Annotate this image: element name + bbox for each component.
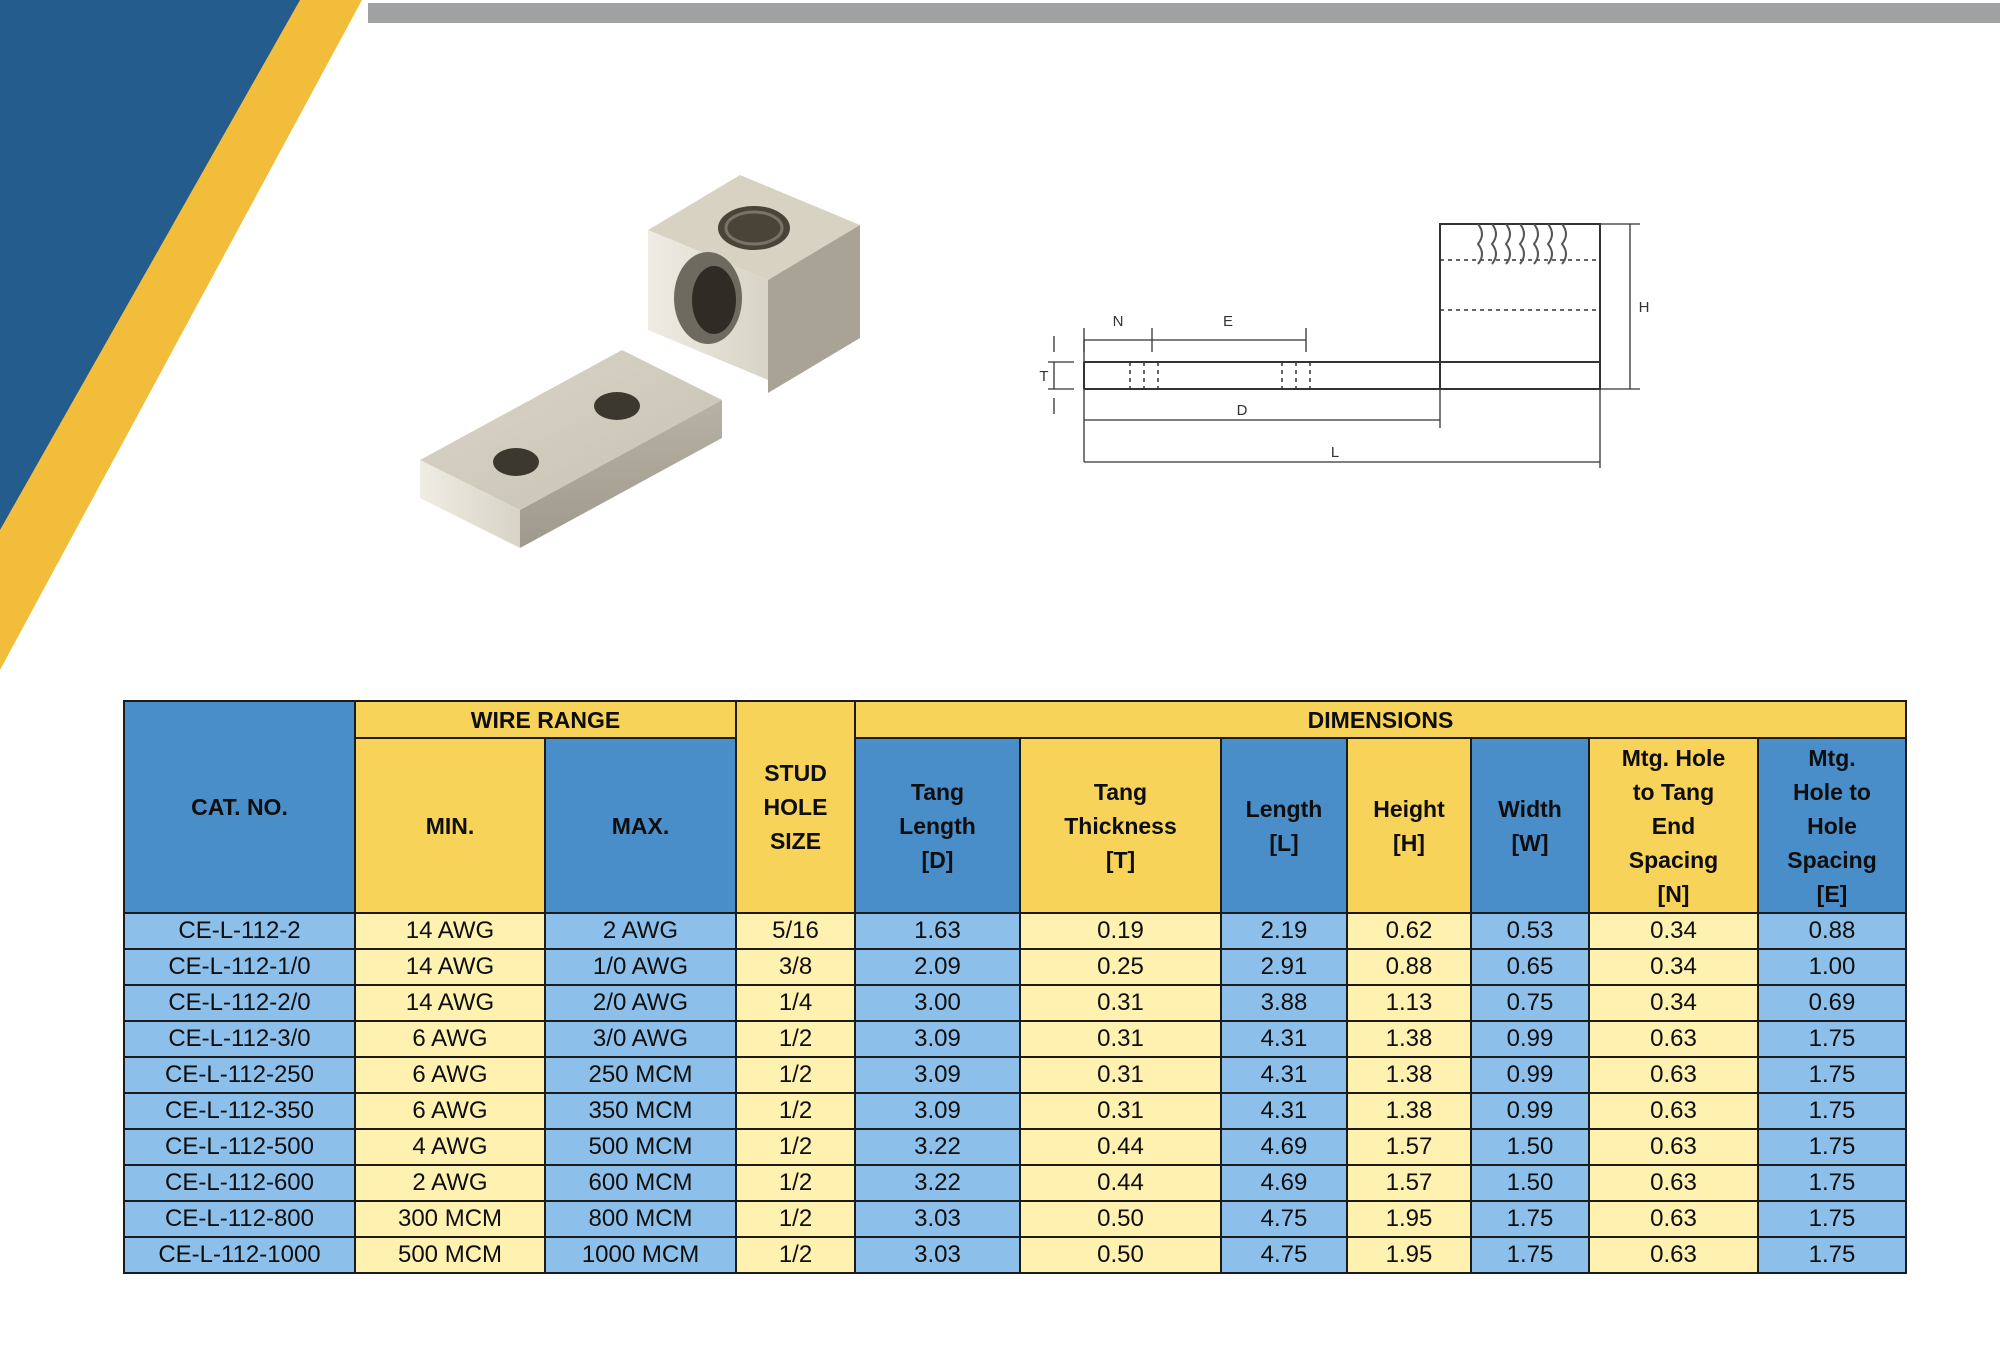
cell-mtg-hole-to-tang-end: 0.34: [1589, 985, 1758, 1021]
col-header-height: Height [H]: [1347, 738, 1471, 913]
cell-cat-no: CE-L-112-600: [124, 1165, 355, 1201]
cell-mtg-hole-to-hole: 1.75: [1758, 1237, 1906, 1273]
col-header-mtg-hole-to-tang-end: Mtg. Hole to Tang End Spacing [N]: [1589, 738, 1758, 913]
cell-cat-no: CE-L-112-250: [124, 1057, 355, 1093]
cell-length: 4.69: [1221, 1165, 1347, 1201]
col-header-min: MIN.: [355, 738, 545, 913]
cell-wire-min: 300 MCM: [355, 1201, 545, 1237]
cell-wire-min: 6 AWG: [355, 1093, 545, 1129]
barrel-outline: [1440, 224, 1600, 389]
spec-table: [123, 700, 1907, 1274]
mounting-hole: [493, 448, 539, 476]
cell-length: 4.69: [1221, 1129, 1347, 1165]
cell-mtg-hole-to-tang-end: 0.63: [1589, 1093, 1758, 1129]
table-row: [124, 1057, 1906, 1093]
cell-wire-min: 2 AWG: [355, 1165, 545, 1201]
col-header-length: Length [L]: [1221, 738, 1347, 913]
cell-wire-max: 3/0 AWG: [545, 1021, 736, 1057]
cell-wire-max: 2/0 AWG: [545, 985, 736, 1021]
cell-tang-length: 2.09: [855, 949, 1020, 985]
cell-tang-thickness: 0.44: [1020, 1129, 1221, 1165]
cell-wire-max: 500 MCM: [545, 1129, 736, 1165]
cell-mtg-hole-to-hole: 1.00: [1758, 949, 1906, 985]
col-header-tang-length: Tang Length [D]: [855, 738, 1020, 913]
cell-width: 0.99: [1471, 1021, 1589, 1057]
cell-mtg-hole-to-hole: 0.88: [1758, 913, 1906, 949]
cell-cat-no: CE-L-112-1/0: [124, 949, 355, 985]
cell-stud-hole-size: 1/4: [736, 985, 855, 1021]
cell-height: 1.13: [1347, 985, 1471, 1021]
cell-tang-length: 3.22: [855, 1165, 1020, 1201]
cell-wire-min: 14 AWG: [355, 913, 545, 949]
cell-mtg-hole-to-tang-end: 0.63: [1589, 1129, 1758, 1165]
cell-stud-hole-size: 1/2: [736, 1093, 855, 1129]
dim-label-t: T: [1039, 368, 1049, 385]
cell-mtg-hole-to-tang-end: 0.63: [1589, 1021, 1758, 1057]
cell-width: 0.65: [1471, 949, 1589, 985]
cell-height: 1.57: [1347, 1129, 1471, 1165]
col-header-cat-no: CAT. NO.: [124, 701, 355, 913]
table-row: [124, 949, 1906, 985]
table-row: [124, 1129, 1906, 1165]
cell-wire-min: 14 AWG: [355, 949, 545, 985]
dim-label-h: H: [1638, 299, 1650, 316]
cell-length: 4.75: [1221, 1201, 1347, 1237]
col-header-tang-thickness: Tang Thickness [T]: [1020, 738, 1221, 913]
cell-cat-no: CE-L-112-500: [124, 1129, 355, 1165]
cell-tang-length: 1.63: [855, 913, 1020, 949]
cell-tang-length: 3.03: [855, 1237, 1020, 1273]
cell-cat-no: CE-L-112-2/0: [124, 985, 355, 1021]
cell-length: 2.91: [1221, 949, 1347, 985]
cell-wire-min: 6 AWG: [355, 1057, 545, 1093]
dimension-drawing: [1030, 200, 1670, 490]
cell-tang-thickness: 0.31: [1020, 985, 1221, 1021]
cell-length: 4.31: [1221, 1057, 1347, 1093]
cell-tang-thickness: 0.31: [1020, 1057, 1221, 1093]
cell-mtg-hole-to-hole: 1.75: [1758, 1093, 1906, 1129]
cell-mtg-hole-to-tang-end: 0.63: [1589, 1165, 1758, 1201]
dim-label-d: D: [1236, 402, 1248, 419]
cell-height: 1.38: [1347, 1093, 1471, 1129]
cell-tang-length: 3.09: [855, 1021, 1020, 1057]
cell-cat-no: CE-L-112-1000: [124, 1237, 355, 1273]
cell-stud-hole-size: 3/8: [736, 949, 855, 985]
table-row: [124, 913, 1906, 949]
table-row: [124, 1237, 1906, 1273]
cell-mtg-hole-to-tang-end: 0.34: [1589, 913, 1758, 949]
cell-tang-thickness: 0.19: [1020, 913, 1221, 949]
group-header-dimensions: DIMENSIONS: [855, 701, 1906, 738]
cell-tang-thickness: 0.31: [1020, 1021, 1221, 1057]
cell-stud-hole-size: 1/2: [736, 1165, 855, 1201]
cell-wire-max: 2 AWG: [545, 913, 736, 949]
cell-tang-length: 3.00: [855, 985, 1020, 1021]
cell-length: 2.19: [1221, 913, 1347, 949]
cell-height: 1.95: [1347, 1237, 1471, 1273]
col-header-max: MAX.: [545, 738, 736, 913]
cell-cat-no: CE-L-112-3/0: [124, 1021, 355, 1057]
cell-cat-no: CE-L-112-2: [124, 913, 355, 949]
cell-tang-thickness: 0.31: [1020, 1093, 1221, 1129]
cell-stud-hole-size: 1/2: [736, 1201, 855, 1237]
cell-wire-min: 6 AWG: [355, 1021, 545, 1057]
spec-table-body: [124, 913, 1906, 1273]
wire-barrel-inner: [692, 266, 736, 334]
cell-height: 0.88: [1347, 949, 1471, 985]
cell-height: 1.57: [1347, 1165, 1471, 1201]
cell-tang-length: 3.03: [855, 1201, 1020, 1237]
cell-stud-hole-size: 1/2: [736, 1129, 855, 1165]
cell-width: 1.50: [1471, 1165, 1589, 1201]
dim-label-n: N: [1112, 313, 1124, 330]
cell-wire-max: 600 MCM: [545, 1165, 736, 1201]
cell-wire-max: 1000 MCM: [545, 1237, 736, 1273]
cell-width: 1.75: [1471, 1201, 1589, 1237]
table-row: [124, 1021, 1906, 1057]
dim-label-l: L: [1330, 444, 1340, 461]
top-gray-rule: [368, 3, 2000, 23]
cell-mtg-hole-to-tang-end: 0.63: [1589, 1201, 1758, 1237]
table-row: [124, 1093, 1906, 1129]
cell-height: 0.62: [1347, 913, 1471, 949]
cell-width: 0.99: [1471, 1093, 1589, 1129]
cell-tang-thickness: 0.50: [1020, 1237, 1221, 1273]
table-row: [124, 1165, 1906, 1201]
cell-length: 4.31: [1221, 1093, 1347, 1129]
cell-height: 1.95: [1347, 1201, 1471, 1237]
cell-wire-max: 350 MCM: [545, 1093, 736, 1129]
cell-stud-hole-size: 1/2: [736, 1057, 855, 1093]
table-row: [124, 985, 1906, 1021]
cell-mtg-hole-to-hole: 1.75: [1758, 1165, 1906, 1201]
group-header-wire-range: WIRE RANGE: [355, 701, 736, 738]
cell-tang-length: 3.09: [855, 1093, 1020, 1129]
mounting-hole: [594, 392, 640, 420]
dim-label-e: E: [1222, 313, 1234, 330]
cell-width: 1.75: [1471, 1237, 1589, 1273]
cell-length: 3.88: [1221, 985, 1347, 1021]
cell-width: 0.53: [1471, 913, 1589, 949]
cell-height: 1.38: [1347, 1057, 1471, 1093]
cell-mtg-hole-to-hole: 1.75: [1758, 1201, 1906, 1237]
cell-tang-thickness: 0.50: [1020, 1201, 1221, 1237]
col-header-width: Width [W]: [1471, 738, 1589, 913]
cell-cat-no: CE-L-112-350: [124, 1093, 355, 1129]
cell-mtg-hole-to-hole: 1.75: [1758, 1021, 1906, 1057]
cell-mtg-hole-to-tang-end: 0.63: [1589, 1237, 1758, 1273]
cell-wire-min: 500 MCM: [355, 1237, 545, 1273]
cell-length: 4.75: [1221, 1237, 1347, 1273]
cell-stud-hole-size: 1/2: [736, 1021, 855, 1057]
col-header-stud-hole-size: STUD HOLE SIZE: [736, 701, 855, 913]
cell-width: 0.99: [1471, 1057, 1589, 1093]
cell-tang-length: 3.22: [855, 1129, 1020, 1165]
cell-height: 1.38: [1347, 1021, 1471, 1057]
cell-width: 0.75: [1471, 985, 1589, 1021]
cell-stud-hole-size: 5/16: [736, 913, 855, 949]
cell-mtg-hole-to-hole: 0.69: [1758, 985, 1906, 1021]
cell-width: 1.50: [1471, 1129, 1589, 1165]
col-header-mtg-hole-to-hole: Mtg. Hole to Hole Spacing [E]: [1758, 738, 1906, 913]
cell-tang-thickness: 0.25: [1020, 949, 1221, 985]
cell-mtg-hole-to-tang-end: 0.63: [1589, 1057, 1758, 1093]
cell-mtg-hole-to-tang-end: 0.34: [1589, 949, 1758, 985]
navy-diagonal-band: [0, 0, 300, 530]
lug-product-image: [400, 150, 880, 560]
cell-wire-min: 14 AWG: [355, 985, 545, 1021]
cell-mtg-hole-to-hole: 1.75: [1758, 1129, 1906, 1165]
cell-tang-length: 3.09: [855, 1057, 1020, 1093]
cell-stud-hole-size: 1/2: [736, 1237, 855, 1273]
cell-cat-no: CE-L-112-800: [124, 1201, 355, 1237]
cell-wire-min: 4 AWG: [355, 1129, 545, 1165]
cell-wire-max: 250 MCM: [545, 1057, 736, 1093]
cell-mtg-hole-to-hole: 1.75: [1758, 1057, 1906, 1093]
cell-length: 4.31: [1221, 1021, 1347, 1057]
cell-tang-thickness: 0.44: [1020, 1165, 1221, 1201]
cell-wire-max: 1/0 AWG: [545, 949, 736, 985]
cell-wire-max: 800 MCM: [545, 1201, 736, 1237]
table-row: [124, 1201, 1906, 1237]
